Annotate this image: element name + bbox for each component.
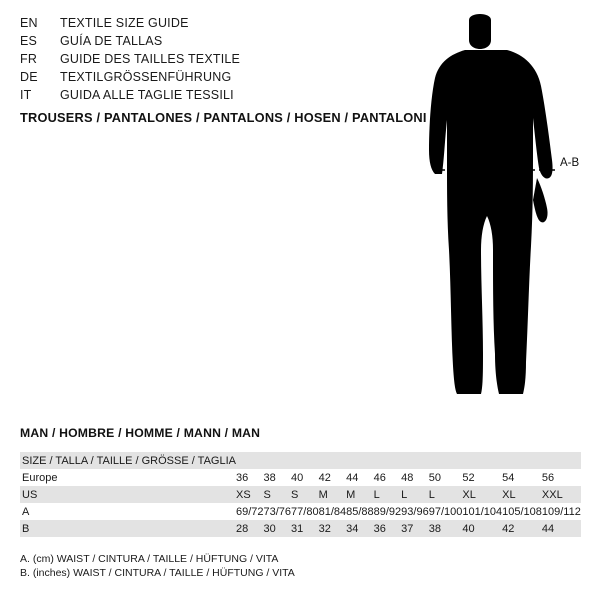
cell: S — [263, 488, 271, 501]
cell: 81/84 — [318, 505, 347, 518]
cell: 36 — [373, 522, 386, 535]
cell: 77/80 — [291, 505, 319, 518]
language-text: GUIDA ALLE TAGLIE TESSILI — [60, 88, 234, 102]
garment-title: TROUSERS / PANTALONES / PANTALONS / HOSEN / PANTALONI — [20, 110, 427, 125]
silhouette-svg — [395, 10, 595, 410]
row-label: A — [22, 505, 30, 518]
waist-measure-label: A-B — [560, 157, 580, 169]
cell — [429, 452, 463, 469]
language-row — [20, 68, 380, 86]
cell — [236, 452, 264, 469]
cell: 50 — [428, 471, 441, 484]
language-code: EN — [20, 16, 38, 30]
footnotes — [20, 552, 295, 580]
cell: S — [291, 488, 299, 501]
cell: XXL — [541, 488, 563, 501]
cell: 101/104 — [462, 505, 503, 518]
cell: 69/72 — [235, 505, 264, 518]
cell — [401, 452, 429, 469]
row-label: Europe — [22, 471, 58, 484]
cell: L — [401, 488, 408, 501]
language-code: FR — [20, 52, 38, 66]
cell: L — [428, 488, 435, 501]
cell: 31 — [291, 522, 304, 535]
language-row — [20, 14, 380, 32]
cell: 42 — [502, 522, 515, 535]
cell: XS — [235, 488, 251, 501]
cell — [264, 452, 292, 469]
cell: 34 — [346, 522, 359, 535]
language-text: GUÍA DE TALLAS — [60, 34, 163, 48]
cell — [462, 452, 502, 469]
cell: 38 — [428, 522, 441, 535]
cell: 73/76 — [263, 505, 292, 518]
cell: 44 — [541, 522, 555, 535]
cell — [502, 452, 542, 469]
language-list — [20, 14, 380, 104]
cell — [291, 452, 319, 469]
cell: 32 — [318, 522, 331, 535]
cell: 93/96 — [401, 505, 429, 518]
cell — [319, 452, 347, 469]
cell: 42 — [318, 471, 331, 484]
cell: 38 — [263, 471, 276, 484]
language-text: TEXTILGRÖSSENFÜHRUNG — [60, 70, 232, 84]
table-row — [20, 520, 581, 537]
table-row — [20, 503, 581, 520]
cell: 40 — [462, 522, 475, 535]
language-code: ES — [20, 34, 38, 48]
cell: 109/112 — [541, 505, 581, 518]
row-label: SIZE / TALLA / TAILLE / GRÖSSE / TAGLIA — [22, 454, 236, 467]
cell: M — [346, 488, 356, 501]
row-label: B — [22, 522, 30, 535]
cell: XL — [462, 488, 476, 501]
cell: 56 — [541, 471, 555, 484]
table-title: MAN / HOMBRE / HOMME / MANN / MAN — [20, 426, 261, 440]
cell — [346, 452, 374, 469]
cell: M — [318, 488, 328, 501]
cell: L — [373, 488, 380, 501]
cell: 85/88 — [346, 505, 374, 518]
language-text: GUIDE DES TAILLES TEXTILE — [60, 52, 241, 66]
cell: 28 — [235, 522, 249, 535]
size-table — [20, 452, 581, 537]
cell: 40 — [291, 471, 304, 484]
footnote-b: B. (inches) WAIST / CINTURA / TAILLE / HÜFTUNG / VITA — [20, 567, 295, 579]
cell: 105/108 — [502, 505, 542, 518]
language-code: DE — [20, 70, 38, 84]
row-label: US — [22, 488, 38, 501]
language-code: IT — [20, 88, 32, 102]
language-text: TEXTILE SIZE GUIDE — [60, 16, 189, 30]
table-row — [20, 469, 581, 486]
language-row — [20, 50, 380, 68]
cell: 89/92 — [373, 505, 402, 518]
cell: 30 — [263, 522, 276, 535]
table-row — [20, 452, 581, 469]
cell: 46 — [373, 471, 386, 484]
language-row — [20, 86, 380, 104]
language-row — [20, 32, 380, 50]
cell: 37 — [401, 522, 414, 535]
footnote-a: A. (cm) WAIST / CINTURA / TAILLE / HÜFTUNG / VITA — [20, 553, 279, 565]
cell — [374, 452, 402, 469]
cell: 54 — [502, 471, 515, 484]
cell: 44 — [346, 471, 359, 484]
cell: 97/100 — [428, 505, 463, 518]
cell: XL — [502, 488, 516, 501]
cell — [542, 452, 581, 469]
cell: 36 — [235, 471, 249, 484]
man-silhouette-figure — [395, 10, 595, 410]
cell: 48 — [401, 471, 414, 484]
table-row — [20, 486, 581, 503]
cell: 52 — [462, 471, 475, 484]
